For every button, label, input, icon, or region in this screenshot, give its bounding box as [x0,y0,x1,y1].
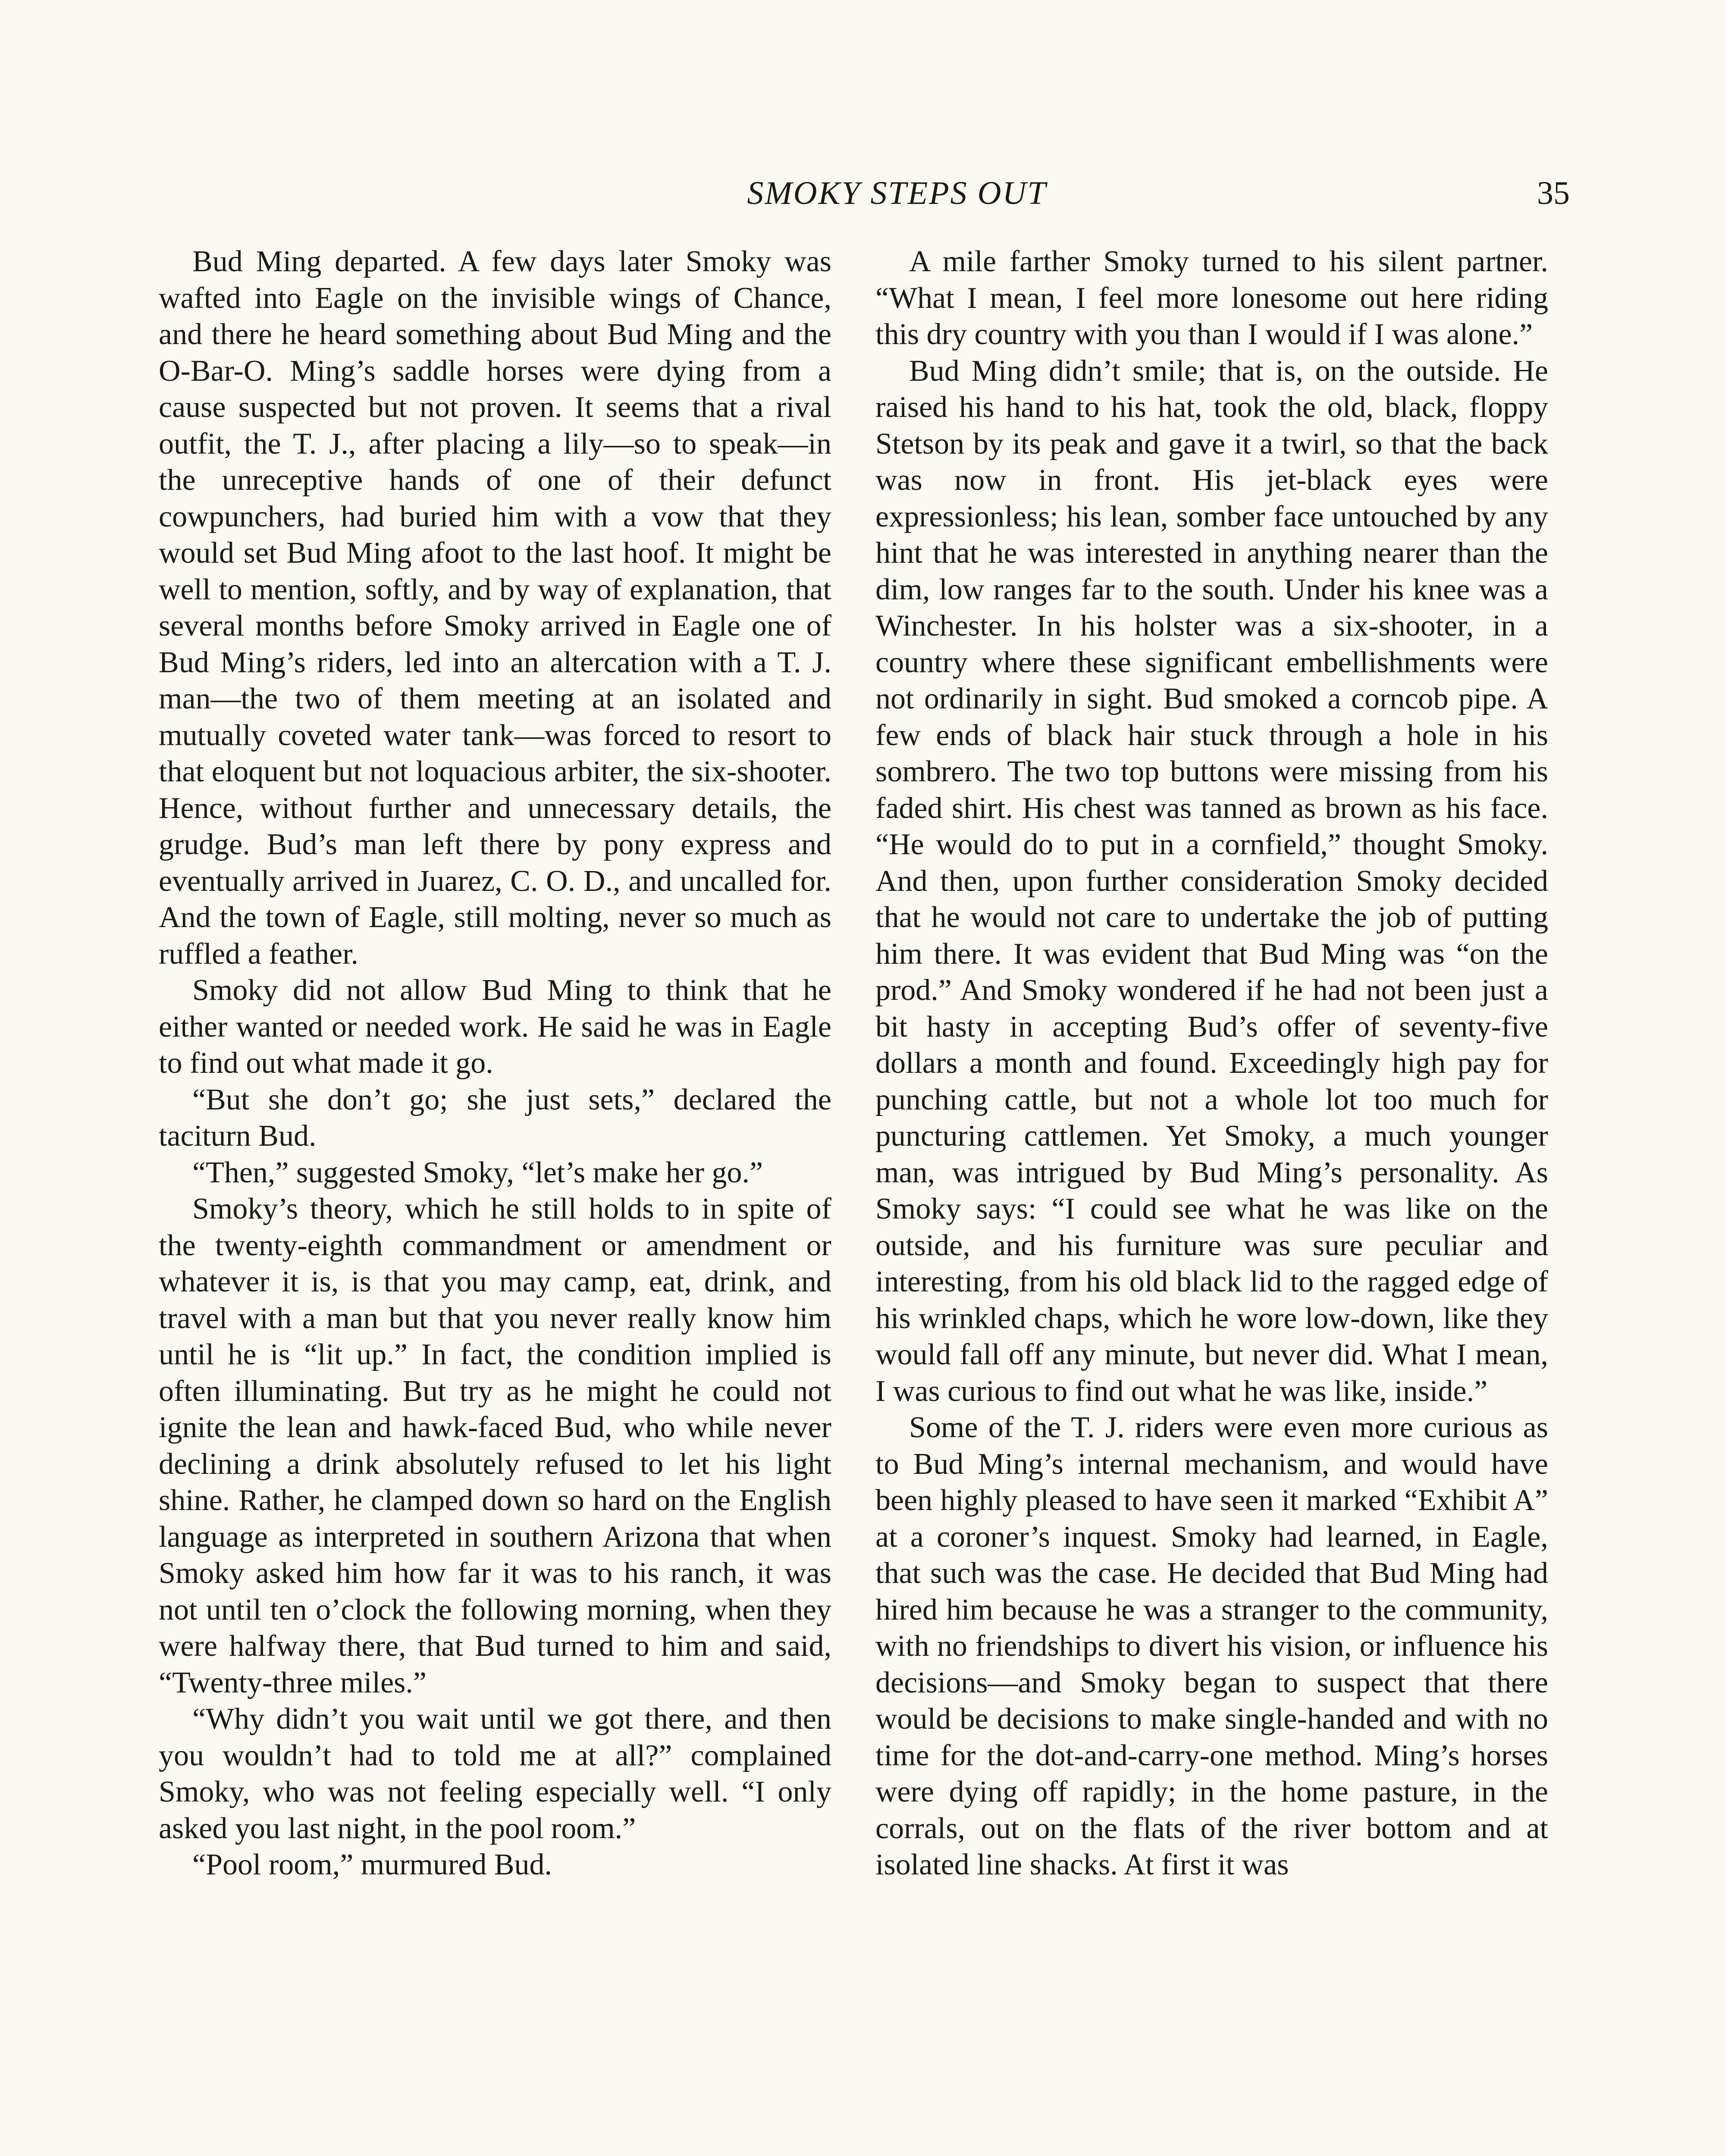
paragraph: Smoky’s theory, which he still holds to in spite of the twenty-eighth commandment or amendment or whatever it is, is that you may camp, eat, drink, and travel with a man but that you never really know him until he is “lit up.” In fact, the condition implied is often illuminating. But try as he might he could not ignite the lean and hawk-faced Bud, who while never declining a drink absolutely refused to let his light shine. Rather, he clamped down so hard on the English language as interpreted in southern Arizona that when Smoky asked him how far it was to his ranch, it was not until ten o’clock the following morning, when they were halfway there, that Bud turned to him and said, “Twenty-three miles.” [159,1192,831,1699]
right-column [875,244,1548,1883]
paragraph: “Why didn’t you wait until we got there, and then you wouldn’t had to told me at all?” complained Smoky, who was not feeling especially well. “I only asked you last night, in the pool room.” [159,1702,831,1845]
paragraph: “Pool room,” murmured Bud. [192,1848,552,1881]
page-number: 35 [1537,175,1570,211]
left-column [159,244,831,1883]
paragraph: Bud Ming didn’t smile; that is, on the outside. He raised his hand to his hat, took the old, black, floppy Stetson by its peak and gave it a twirl, so that the back was now in front. His jet-black eyes were expressionless; his lean, somber face untouched by any hint that he was interested in anything nearer than the dim, low ranges far to the south. Under his knee was a Winchester. In his holster was a six-shooter, in a country where these significant embellishments were not ordinarily in sight. Bud smoked a corncob pipe. A few ends of black hair stuck through a hole in his sombrero. The two top buttons were missing from his faded shirt. His chest was tanned as brown as his face. “He would do to put in a cornfield,” thought Smoky. And then, upon further consideration Smoky decided that he would not care to undertake the job of putting him there. It was evident that Bud Ming was “on the prod.” And Smoky wondered if he had not been just a bit hasty in accepting Bud’s offer of seventy-five dollars a month and found. Exceedingly high pay for punching cattle, but not a whole lot too much for puncturing cattlemen. Yet Smoky, a much younger man, was intrigued by Bud Ming’s personality. As Smoky says: “I could see what he was like on the outside, and his furniture was sure peculiar and interesting, from his old black lid to the ragged edge of his wrinkled chaps, which he wore low-down, like they would fall off any minute, but never did. What I mean, I was curious to find out what he was like, inside.” [875,354,1548,1408]
paragraph: Some of the T. J. riders were even more curious as to Bud Ming’s internal mechanism, and would have been highly pleased to have seen it marked “Exhibit A” at a coroner’s inquest. Smoky had learned, in Eagle, that such was the case. He decided that Bud Ming had hired him because he was a stranger to the community, with no friendships to divert his vision, or influence his decisions—and Smoky began to suspect that there would be decisions to make single-handed and with no time for the dot-and-carry-one method. Ming’s horses were dying off rapidly; in the home pasture, in the corrals, out on the flats of the river bottom and at isolated line shacks. At first it was [875,1411,1548,1881]
paragraph: “But she don’t go; she just sets,” declared the taciturn Bud. [159,1083,831,1153]
paragraph: Smoky did not allow Bud Ming to think that he either wanted or needed work. He said he was in Eagle to find out what made it go. [159,974,831,1080]
paragraph: Bud Ming departed. A few days later Smoky was wafted into Eagle on the invisible wings of Chance, and there he heard something about Bud Ming and the O-Bar-O. Ming’s saddle horses were dying from a cause suspected but not proven. It seems that a rival outfit, the T. J., after placing a lily—so to speak—in the unreceptive hands of one of their defunct cowpunchers, had buried him with a vow that they would set Bud Ming afoot to the last hoof. It might be well to mention, softly, and by way of explanation, that several months before Smoky arrived in Eagle one of Bud Ming’s riders, led into an altercation with a T. J. man—the two of them meeting at an isolated and mutually coveted water tank—was forced to resort to that eloquent but not loquacious arbiter, the six-shooter. Hence, without further and unnecessary details, the grudge. Bud’s man left there by pony express and eventually arrived in Juarez, C. O. D., and uncalled for. And the town of Eagle, still molting, never so much as ruffled a feather. [159,245,831,971]
running-title: SMOKY STEPS OUT [747,175,1047,211]
paragraph: A mile farther Smoky turned to his silent partner. “What I mean, I feel more lonesome out here riding this dry country with you than I would if I was alone.” [875,245,1548,351]
paragraph: “Then,” suggested Smoky, “let’s make her go.” [192,1156,763,1189]
